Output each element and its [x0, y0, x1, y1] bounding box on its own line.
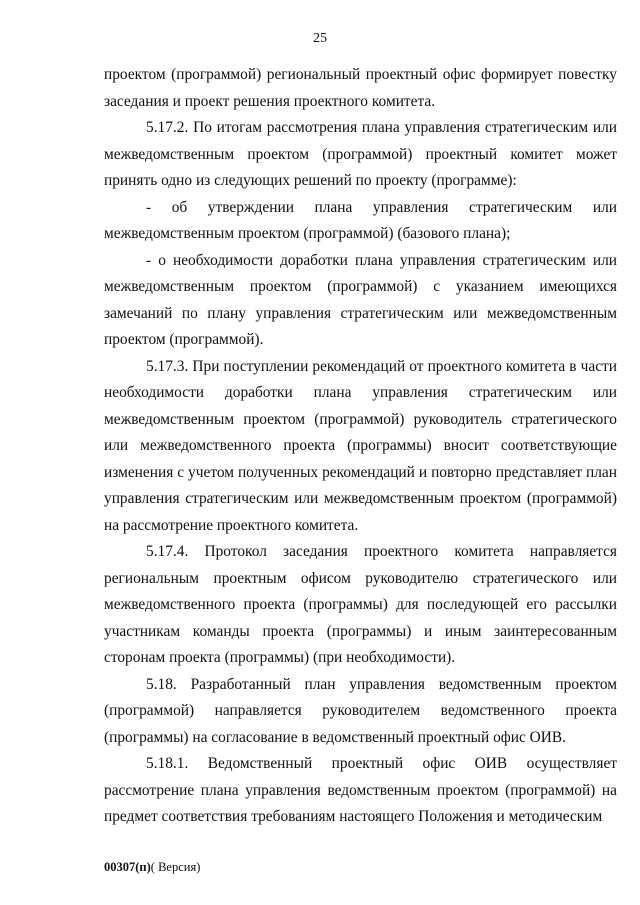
document-body	[104, 62, 617, 831]
list-item-revision: - о необходимости доработки плана управления стратегическим или межведомственным проектом (программой) с указанием имеющихся замечаний по плану управления стратегическим или межведомственным проектом (программой).	[104, 251, 617, 348]
list-item-approval: - об утверждении плана управления стратегическим или межведомственным проектом (программой) (базового плана);	[104, 198, 617, 242]
paragraph-5-17-2: 5.17.2. По итогам рассмотрения плана управления стратегическим или межведомственным проектом (программой) проектный комитет может принять одно из следующих решений по проекту (программе):	[104, 119, 617, 189]
paragraph-5-18: 5.18. Разработанный план управления ведомственным проектом (программой) направляется руководителем ведомственного проекта (программы) на согласование в ведомственный проектный офис ОИВ.	[104, 675, 617, 746]
footer	[104, 860, 200, 875]
paragraph-5-17-4: 5.17.4. Протокол заседания проектного комитета направляется региональным проектным офисом руководителю стратегического или межведомственного проекта (программы) для последующей его рассылки участникам команды проекта (программы) и иным заинтересованным сторонам проекта (программы) (при необходимости).	[104, 543, 617, 666]
page-number: 25	[313, 31, 327, 46]
paragraph-5-18-1: 5.18.1. Ведомственный проектный офис ОИВ осуществляет рассмотрение плана управления ведомственным проектом (программой) на предмет соответствия требованиям настоящего Положения и методическим	[104, 755, 617, 825]
paragraph-continuation: проектом (программой) региональный проектный офис формирует повестку заседания и проект решения проектного комитета.	[104, 66, 617, 110]
document-version: ( Версия)	[150, 860, 201, 874]
paragraph-5-17-3: 5.17.3. При поступлении рекомендаций от проектного комитета в части необходимости доработки плана управления стратегическим или межведомственным проектом (программой) руководитель стратегического или межведомственного проекта (программы) вносит соответствующие изменения с учетом полученных рекомендаций и повторно представляет план управления стратегическим или межведомственным проектом (программой) на рассмотрение проектного комитета.	[104, 357, 617, 534]
document-code: 00307(п)	[104, 860, 151, 874]
